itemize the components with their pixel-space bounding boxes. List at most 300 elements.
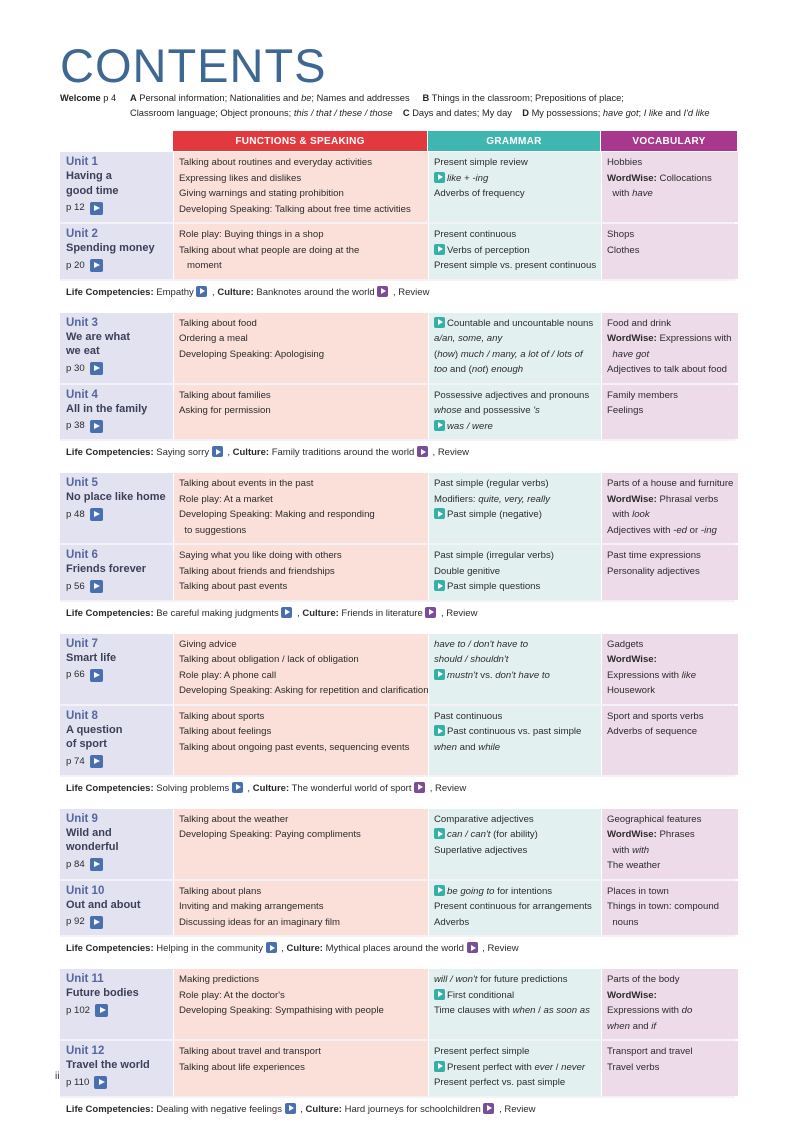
text-segment: Expressions with: [656, 333, 732, 344]
unit-cell: [60, 473, 173, 543]
unit-page: [66, 914, 168, 930]
unit-label[interactable]: Unit 4: [66, 388, 98, 401]
unit-page: [66, 418, 168, 434]
text-segment: (for ability): [490, 829, 538, 840]
text-segment: Developing Speaking: Talking about free time activities: [179, 203, 411, 215]
play-icon[interactable]: [434, 172, 445, 183]
functions-item: [179, 186, 423, 202]
text-segment: Modifiers:: [434, 493, 479, 505]
play-icon[interactable]: [425, 607, 436, 618]
text-segment: Gadgets: [607, 638, 644, 650]
italic-text: do: [681, 1005, 693, 1016]
unit-group: [60, 809, 735, 968]
italic-text: enough: [491, 364, 524, 375]
bold-text: WordWise:: [607, 654, 657, 665]
functions-item: [179, 899, 423, 915]
play-icon[interactable]: [434, 420, 445, 431]
text-segment: with: [607, 188, 633, 199]
play-icon[interactable]: [90, 669, 103, 682]
play-icon[interactable]: [434, 508, 445, 519]
functions-item: [179, 476, 423, 492]
header-spacer: [60, 131, 173, 151]
text-segment: Past simple (regular verbs): [434, 478, 549, 489]
welcome-lines: [130, 91, 710, 121]
unit-label[interactable]: Unit 7: [66, 637, 98, 650]
italic-text: can / can't: [447, 829, 491, 840]
text-segment: ): [485, 364, 492, 375]
page-number: p 92: [66, 916, 85, 927]
italic-text: while: [478, 741, 501, 753]
unit-title: Spending money: [66, 242, 155, 254]
play-icon[interactable]: [90, 916, 103, 929]
unit-cell: [60, 706, 173, 775]
unit-cell: [60, 969, 173, 1039]
table-header: [60, 131, 735, 151]
text-segment: Travel verbs: [607, 1061, 660, 1073]
text-segment: Verbs of perception: [447, 244, 530, 256]
functions-item: [179, 492, 423, 508]
italic-text: a/an, some, any: [434, 333, 503, 344]
italic-text: like: [447, 172, 462, 184]
italic-text: too: [434, 364, 448, 375]
play-icon[interactable]: [434, 1061, 445, 1072]
text-segment: Housework: [607, 685, 655, 696]
text-segment: ): [454, 348, 461, 360]
life-competencies-line: [60, 281, 735, 311]
functions-cell: [174, 313, 428, 383]
unit-label[interactable]: Unit 9: [66, 812, 98, 825]
unit-label[interactable]: Unit 10: [66, 884, 105, 897]
grammar-cell: [429, 473, 601, 543]
italic-text: be: [301, 93, 312, 103]
italic-text: with: [632, 844, 650, 856]
functions-item: [179, 637, 423, 653]
italic-text: never: [561, 1061, 586, 1073]
text-segment: Talking about food: [179, 317, 257, 329]
text-segment: moment: [179, 260, 222, 271]
text-segment: Talking about families: [179, 389, 271, 401]
text-segment: Role play: A phone call: [179, 669, 277, 681]
unit-cell: [60, 313, 173, 383]
text-segment: Family traditions around the world: [269, 447, 417, 458]
text-segment: Adverbs: [434, 916, 470, 928]
functions-item: [179, 668, 423, 684]
text-segment: Things in the classroom; Prepositions of place;: [429, 93, 624, 103]
text-segment: Expressions with: [607, 669, 682, 681]
play-icon[interactable]: [90, 755, 103, 768]
text-segment: ,: [224, 447, 233, 458]
text-segment: Talking about past events: [179, 581, 288, 592]
contents-table: [60, 131, 735, 1130]
text-segment: for intentions: [494, 885, 553, 897]
italic-text: I'd like: [683, 108, 710, 118]
unit-title: No place like home: [66, 491, 166, 503]
text-segment: Present continuous for arrangements: [434, 901, 592, 912]
bold-text: D: [522, 108, 529, 118]
functions-cell: [174, 634, 428, 704]
bold-text: Culture:: [252, 782, 290, 794]
unit-cell: [60, 224, 173, 279]
text-segment: (: [434, 348, 438, 360]
text-segment: Present perfect with: [447, 1061, 535, 1073]
unit-label[interactable]: Unit 8: [66, 709, 98, 722]
vocabulary-item: [607, 637, 733, 653]
text-segment: Discussing ideas for an imaginary film: [179, 916, 341, 928]
play-icon[interactable]: [377, 286, 388, 297]
grammar-item: [434, 258, 596, 274]
functions-item: [179, 227, 423, 243]
play-icon[interactable]: [434, 317, 445, 328]
unit-title: Out and about: [66, 898, 141, 911]
vocabulary-item: [607, 186, 733, 202]
unit-page: [66, 1075, 168, 1091]
text-segment: and possessive: [461, 405, 534, 416]
play-icon[interactable]: [90, 362, 103, 375]
unit-row: [60, 224, 735, 281]
text-segment: and: [456, 741, 479, 753]
unit-title: Friends forever: [66, 563, 147, 575]
unit-group: [60, 473, 735, 632]
text-segment: to suggestions: [179, 524, 247, 536]
play-icon[interactable]: [95, 1004, 108, 1017]
text-segment: Past continuous: [434, 710, 503, 722]
text-segment: Geographical features: [607, 813, 702, 825]
grammar-cell: [429, 634, 601, 704]
functions-item: [179, 1060, 423, 1076]
play-icon[interactable]: [90, 508, 103, 521]
text-segment: Developing Speaking: Sympathising with people: [179, 1005, 384, 1016]
play-icon[interactable]: [434, 725, 445, 736]
play-icon[interactable]: [434, 989, 445, 1000]
play-icon[interactable]: [90, 858, 103, 871]
functions-item: [179, 403, 423, 419]
text-segment: and (: [447, 364, 472, 375]
functions-item: [179, 331, 423, 347]
text-segment: Inviting and making arrangements: [179, 901, 324, 912]
italic-text: should / shouldn't: [434, 654, 509, 665]
vocabulary-cell: [602, 313, 738, 383]
text-segment: Helping in the community: [153, 943, 266, 954]
text-segment: , Review: [479, 943, 519, 954]
unit-row: [60, 152, 735, 224]
unit-label[interactable]: Unit 6: [66, 549, 98, 561]
grammar-item: [434, 155, 596, 171]
functions-item: [179, 884, 423, 900]
grammar-item: [434, 476, 596, 492]
text-segment: Developing Speaking: Apologising: [179, 348, 325, 360]
bold-text: Culture:: [232, 447, 270, 458]
vocabulary-item: [607, 858, 733, 874]
vocabulary-item: [607, 843, 733, 859]
page-number: p 20: [66, 259, 85, 271]
italic-text: was / were: [447, 420, 493, 432]
unit-label[interactable]: Unit 5: [66, 477, 98, 489]
functions-item: [179, 316, 423, 332]
text-segment: Mythical places around the world: [322, 943, 467, 954]
unit-group: [60, 152, 735, 311]
unit-cell: [60, 881, 173, 936]
bold-text: Life Competencies:: [66, 1103, 154, 1115]
grammar-item: [434, 331, 596, 347]
functions-item: [179, 258, 423, 274]
play-icon[interactable]: [414, 782, 425, 793]
text-segment: with: [607, 844, 633, 856]
grammar-cell: [429, 881, 601, 936]
functions-item: [179, 709, 423, 725]
text-segment: Classroom language; Object pronouns;: [130, 108, 294, 118]
text-segment: Developing Speaking: Paying compliments: [179, 829, 361, 840]
text-segment: vs.: [477, 669, 496, 681]
life-competencies-line: [60, 602, 735, 632]
text-segment: with: [607, 509, 633, 520]
text-segment: Dealing with negative feelings: [153, 1103, 285, 1115]
grammar-item: [434, 1044, 596, 1060]
grammar-item: [434, 915, 596, 931]
text-segment: ,: [297, 1103, 306, 1115]
italic-text: I like: [643, 108, 663, 118]
text-segment: ; Names and addresses: [311, 93, 423, 103]
italic-text: ever: [534, 1061, 554, 1073]
text-segment: Family members: [607, 389, 678, 401]
functions-item: [179, 523, 423, 539]
grammar-item: [434, 403, 596, 419]
grammar-item: [434, 243, 596, 259]
text-segment: Adjectives to talk about food: [607, 364, 727, 375]
italic-text: quite, very, really: [478, 493, 551, 505]
page-number: p 48: [66, 508, 85, 520]
life-competencies-line: [60, 441, 735, 471]
vocabulary-item: [607, 1060, 733, 1076]
text-segment: Past simple questions: [447, 581, 541, 592]
unit-label[interactable]: Unit 3: [66, 316, 98, 329]
italic-text: like: [681, 669, 697, 681]
text-segment: Talking about ongoing past events, sequencing events: [179, 741, 410, 753]
play-icon[interactable]: [90, 420, 103, 433]
page-number: p 66: [66, 669, 85, 680]
text-segment: Collocations: [656, 172, 712, 184]
unit-title: we eat: [66, 345, 100, 357]
play-icon[interactable]: [94, 1076, 107, 1089]
text-segment: The weather: [607, 860, 661, 871]
unit-page: [66, 200, 168, 216]
text-segment: Role play: Buying things in a shop: [179, 229, 324, 240]
functions-item: [179, 388, 423, 404]
page-number: p 12: [66, 202, 85, 213]
play-icon[interactable]: [434, 669, 445, 680]
play-icon[interactable]: [483, 1103, 494, 1114]
grammar-item: [434, 972, 596, 988]
unit-cell: [60, 545, 173, 600]
vocabulary-item: [607, 709, 733, 725]
play-icon[interactable]: [266, 942, 277, 953]
text-segment: Talking about sports: [179, 710, 265, 722]
welcome-line: [130, 91, 710, 106]
play-icon[interactable]: [434, 580, 445, 591]
welcome-line: [130, 106, 710, 121]
text-segment: Countable and uncountable nouns: [447, 317, 594, 329]
unit-page: [66, 754, 168, 770]
text-segment: , Review: [496, 1103, 536, 1115]
italic-text: -ing: [700, 524, 717, 536]
grammar-cell: [429, 1041, 601, 1096]
unit-row: [60, 313, 735, 385]
grammar-item: [434, 812, 596, 828]
unit-label[interactable]: Unit 12: [66, 1045, 105, 1057]
text-segment: Present perfect vs. past simple: [434, 1077, 566, 1088]
header-vocabulary: VOCABULARY: [601, 131, 737, 151]
play-icon[interactable]: [90, 202, 103, 215]
welcome-section: [60, 91, 710, 121]
unit-cell: [60, 385, 173, 440]
text-segment: , Review: [429, 447, 469, 458]
vocabulary-cell: [602, 809, 738, 879]
play-icon[interactable]: [285, 1103, 296, 1114]
unit-row: [60, 881, 735, 938]
text-segment: Adjectives with: [607, 524, 674, 536]
italic-text: will / won't: [434, 974, 478, 985]
grammar-cell: [429, 545, 601, 600]
functions-cell: [174, 809, 428, 879]
play-icon[interactable]: [467, 942, 478, 953]
functions-item: [179, 972, 423, 988]
text-segment: Superlative adjectives: [434, 844, 528, 856]
text-segment: , Review: [390, 286, 430, 298]
text-segment: for future predictions: [477, 974, 568, 985]
grammar-cell: [429, 809, 601, 879]
unit-title: Travel the world: [66, 1059, 150, 1071]
vocabulary-item: [607, 403, 733, 419]
grammar-item: [434, 362, 596, 378]
functions-item: [179, 1003, 423, 1019]
functions-item: [179, 683, 429, 699]
text-segment: Solving problems: [153, 782, 232, 794]
text-segment: Transport and travel: [607, 1046, 693, 1057]
text-segment: Talking about routines and everyday activities: [179, 157, 373, 168]
text-segment: nouns: [607, 916, 639, 928]
vocabulary-item: [607, 724, 733, 740]
vocabulary-item: [607, 476, 733, 492]
unit-row: [60, 545, 735, 602]
grammar-item: [434, 186, 596, 202]
page-title: CONTENTS: [60, 39, 327, 92]
text-segment: Talking about friends and friendships: [179, 565, 335, 577]
text-segment: Giving advice: [179, 638, 237, 650]
functions-item: [179, 579, 423, 595]
text-segment: Developing Speaking: Making and responding: [179, 509, 375, 520]
vocabulary-item: [607, 668, 733, 684]
functions-item: [179, 202, 423, 218]
vocabulary-item: [607, 316, 733, 332]
play-icon[interactable]: [90, 259, 103, 272]
vocabulary-item: [607, 171, 733, 187]
unit-row: [60, 969, 735, 1041]
grammar-cell: [429, 706, 601, 775]
functions-item: [179, 155, 423, 171]
vocabulary-item: [607, 243, 733, 259]
text-segment: and: [662, 108, 684, 118]
unit-row: [60, 706, 735, 777]
unit-title: Wild and: [66, 826, 112, 839]
functions-item: [179, 652, 423, 668]
play-icon[interactable]: [281, 607, 292, 618]
unit-title: All in the family: [66, 402, 148, 415]
grammar-item: [434, 316, 596, 332]
unit-title: of sport: [66, 738, 107, 750]
text-segment: ,: [244, 782, 253, 794]
bold-text: B: [422, 93, 430, 103]
vocabulary-item: [607, 155, 733, 171]
bold-text: Life Competencies:: [66, 607, 154, 619]
text-segment: Empathy: [153, 286, 197, 298]
grammar-item: [434, 564, 596, 580]
text-segment: Ordering a meal: [179, 333, 248, 344]
page-number: p 102: [66, 1004, 91, 1016]
unit-label[interactable]: Unit 11: [66, 973, 104, 985]
grammar-item: [434, 827, 596, 843]
italic-text: when: [512, 1005, 536, 1016]
vocabulary-item: [607, 362, 733, 378]
vocabulary-item: [607, 988, 733, 1004]
page-number: ii: [55, 1071, 60, 1082]
text-segment: and: [629, 1020, 652, 1032]
play-icon[interactable]: [90, 580, 103, 593]
play-icon[interactable]: [434, 244, 445, 255]
unit-label[interactable]: Unit 2: [66, 228, 98, 240]
unit-page: [66, 667, 168, 683]
life-competencies-line: [60, 937, 735, 967]
functions-cell: [174, 152, 428, 222]
unit-group: [60, 634, 735, 807]
text-segment: , Review: [438, 607, 478, 619]
play-icon[interactable]: [417, 446, 428, 457]
unit-page: [66, 857, 168, 873]
play-icon[interactable]: [212, 446, 223, 457]
grammar-item: [434, 579, 596, 595]
vocabulary-item: [607, 548, 733, 564]
vocabulary-cell: [602, 545, 738, 600]
play-icon[interactable]: [434, 828, 445, 839]
vocabulary-item: [607, 899, 733, 915]
vocabulary-cell: [602, 881, 738, 936]
text-segment: Feelings: [607, 405, 644, 416]
italic-text: whose: [434, 405, 462, 416]
grammar-item: [434, 1075, 596, 1091]
functions-cell: [174, 969, 428, 1039]
grammar-item: [434, 740, 596, 756]
italic-text: as soon as: [543, 1005, 590, 1016]
text-segment: Role play: At the doctor's: [179, 989, 285, 1001]
text-segment: Hard journeys for schoolchildren: [341, 1103, 484, 1115]
functions-cell: [174, 224, 428, 279]
unit-label[interactable]: Unit 1: [66, 156, 98, 168]
grammar-item: [434, 652, 596, 668]
text-segment: Present perfect simple: [434, 1046, 530, 1057]
italic-text: have to / don't have to: [434, 638, 529, 650]
play-icon[interactable]: [434, 885, 445, 896]
play-icon[interactable]: [196, 286, 207, 297]
functions-cell: [174, 1041, 428, 1096]
vocabulary-cell: [602, 385, 738, 440]
text-segment: Talking about feelings: [179, 726, 272, 737]
unit-row: [60, 634, 735, 706]
functions-item: [179, 1044, 423, 1060]
vocabulary-item: [607, 1019, 733, 1035]
vocabulary-item: [607, 507, 733, 523]
functions-item: [179, 827, 423, 843]
text-segment: First conditional: [447, 989, 515, 1001]
play-icon[interactable]: [232, 782, 243, 793]
page-number: p 110: [66, 1076, 90, 1088]
